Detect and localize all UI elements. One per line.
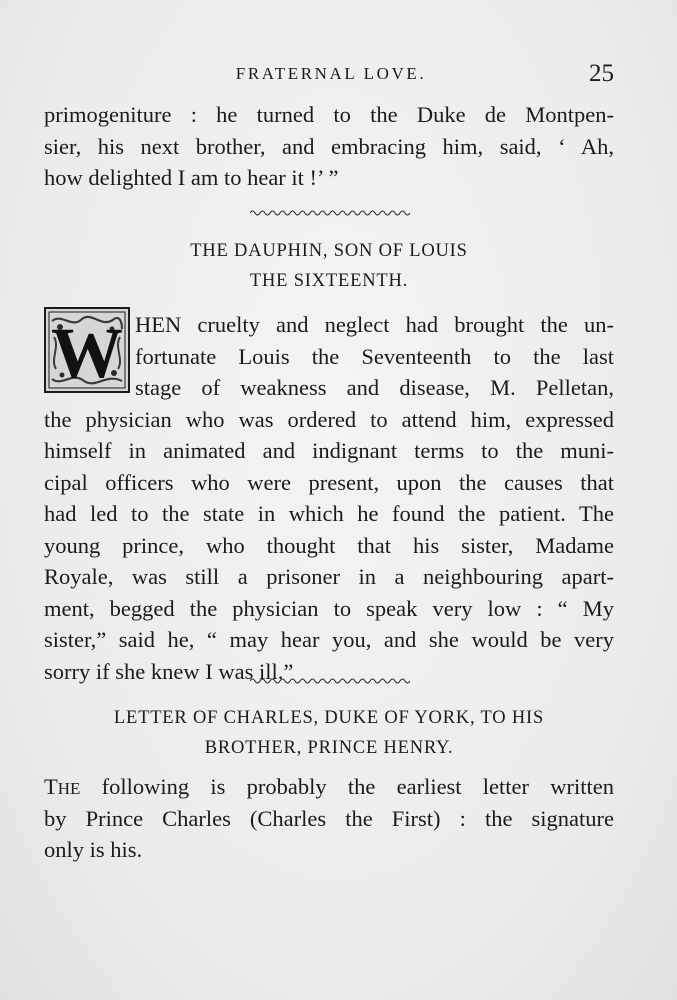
- section-heading: [44, 236, 614, 296]
- text-line: HEN cruelty and neglect had brought the un-: [135, 312, 614, 337]
- text-line: sister,” said he, “ may hear you, and she would be very: [44, 627, 614, 652]
- text-line: Royale, was still a prisoner in a neighbouring apart-: [44, 564, 614, 589]
- text-line: the physician who was ordered to attend him, expressed: [44, 406, 614, 432]
- first-word: [44, 774, 80, 799]
- text-line: had led to the state in which he found the patient. The: [44, 501, 614, 526]
- text-line: stage of weakness and disease, M. Pelletan,: [135, 375, 614, 400]
- heading-line: BROTHER, PRINCE HENRY.: [204, 738, 454, 758]
- heading-line: THE SIXTEENTH.: [249, 271, 409, 291]
- running-head: [44, 60, 618, 90]
- running-title: FRATERNAL LOVE.: [235, 64, 427, 83]
- text-line: primogeniture : he turned to the Duke de Montpen-: [44, 102, 614, 127]
- text-line: how delighted I am to hear it !’ ”: [44, 165, 339, 190]
- text-line: only is his.: [44, 837, 143, 862]
- line-rest: following is probably the earliest letter written: [80, 774, 614, 799]
- letter-paragraph: [44, 771, 614, 866]
- text-line: fortunate Louis the Seventeenth to the last: [135, 343, 614, 369]
- text-line: himself in animated and indignant terms to the muni-: [44, 438, 614, 463]
- dauphin-paragraph: [44, 309, 614, 687]
- text-line: cipal officers who were present, upon the causes that: [44, 469, 614, 495]
- text-line: [44, 771, 614, 803]
- text-line: ment, begged the physician to speak very low : “ My: [44, 595, 614, 621]
- text-line: sier, his next brother, and embracing him, said, ‘ Ah,: [44, 133, 614, 159]
- drop-cap-letter: W: [51, 313, 123, 393]
- ornamental-rule-icon: [250, 677, 410, 685]
- text-line: young prince, who thought that his sister, Madame: [44, 532, 614, 558]
- page-number: 25: [589, 60, 614, 87]
- text-line: sorry if she knew I was ill.”: [44, 658, 294, 684]
- first-word-initial: T: [44, 774, 58, 799]
- heading-line: THE DAUPHIN, SON OF LOUIS: [190, 241, 468, 261]
- text-line: by Prince Charles (Charles the First) : the signature: [44, 805, 614, 831]
- first-word-rest: HE: [57, 779, 81, 798]
- continuation-paragraph: [44, 99, 614, 194]
- ornamental-rule-icon: [250, 209, 410, 217]
- heading-line: LETTER OF CHARLES, DUKE OF YORK, TO HIS: [113, 708, 545, 728]
- section-heading: [44, 703, 614, 763]
